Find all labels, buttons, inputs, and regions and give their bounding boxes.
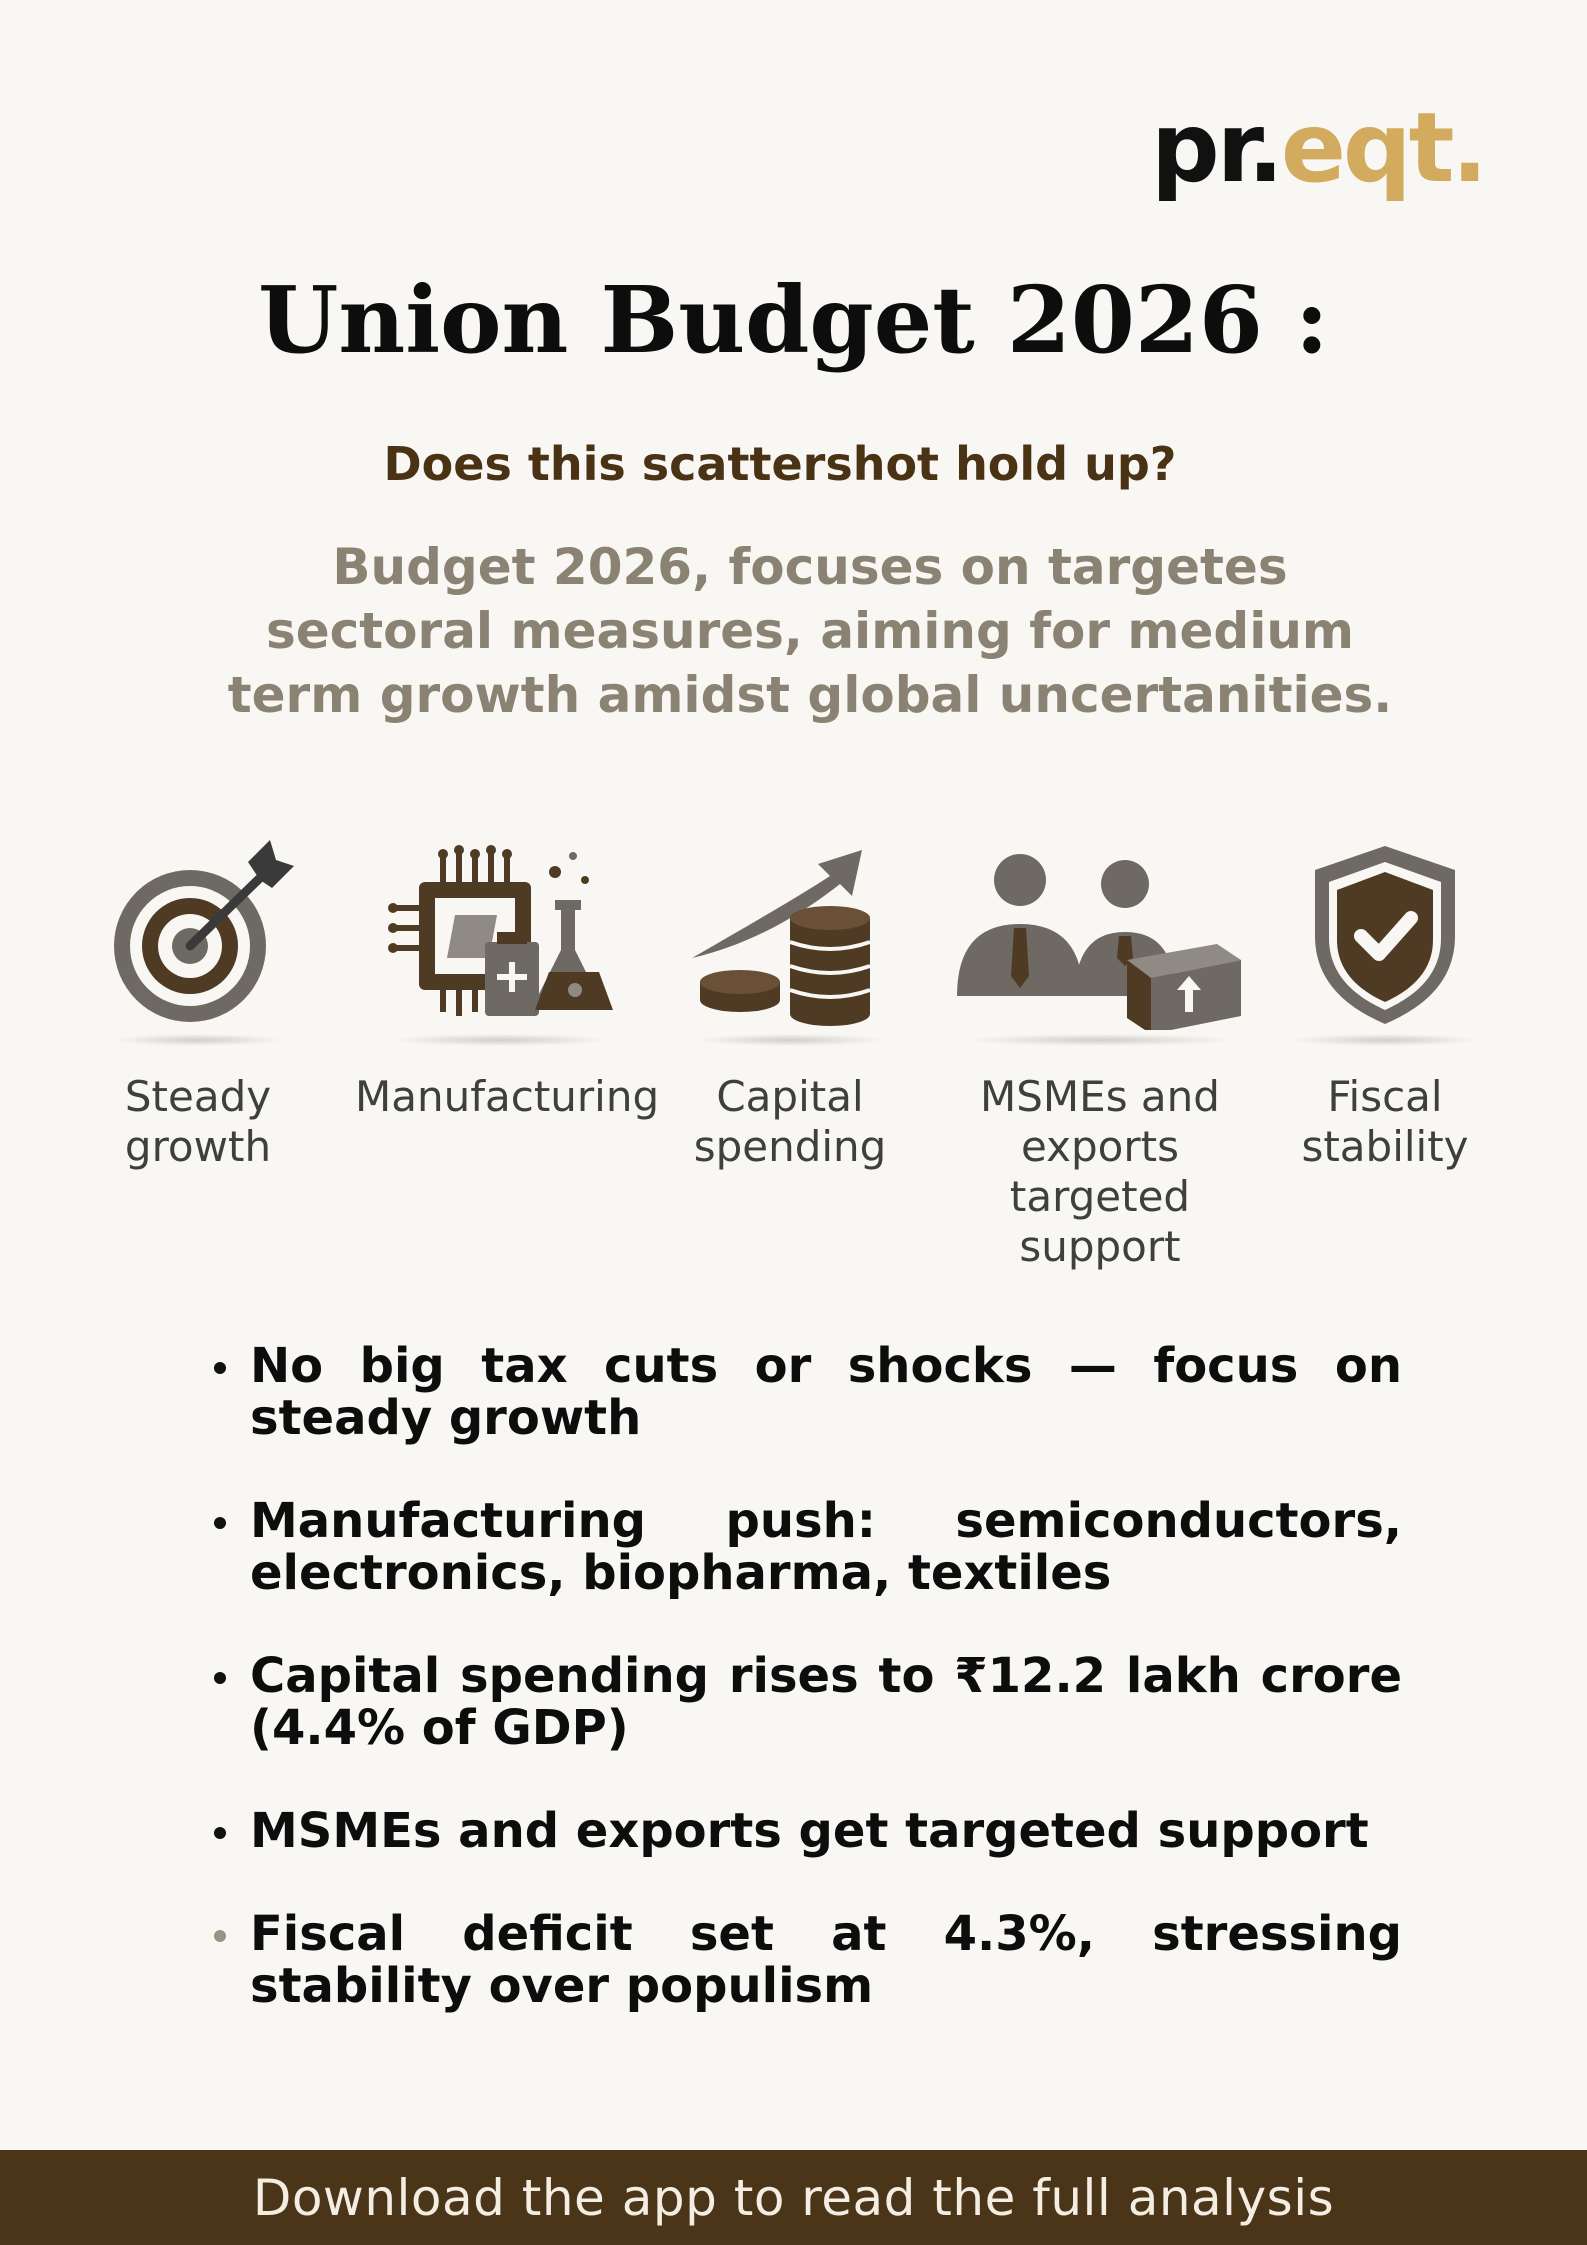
list-item: Capital spending rises to ₹12.2 lakh crore (4.4% of GDP) bbox=[210, 1650, 1402, 1754]
theme-fiscal-stability bbox=[1290, 840, 1480, 1172]
bullet-dot bbox=[214, 1362, 226, 1374]
list-item: Fiscal deficit set at 4.3%, stressing stability over populism bbox=[210, 1908, 1402, 2012]
intro-text: Budget 2026, focuses on targetes sectoral measures, aiming for medium term growth amidst global uncertanities. bbox=[227, 538, 1393, 724]
icon-shadow bbox=[695, 1034, 885, 1046]
manufacturing-chip-icon bbox=[385, 840, 615, 1030]
theme-label: Manufacturing bbox=[355, 1072, 660, 1121]
theme-label: Steady growth bbox=[124, 1072, 272, 1171]
theme-label: Fiscal stability bbox=[1301, 1072, 1469, 1171]
list-item: No big tax cuts or shocks — focus on steady growth bbox=[210, 1340, 1402, 1444]
logo-suffix: eqt. bbox=[1280, 92, 1485, 204]
bullet-dot bbox=[214, 1930, 226, 1942]
page-subtitle: Does this scattershot hold up? bbox=[383, 437, 1177, 491]
download-app-cta[interactable]: Download the app to read the full analysis bbox=[252, 2168, 1335, 2227]
icon-shadow bbox=[113, 1034, 283, 1046]
capital-coins-icon bbox=[690, 840, 890, 1030]
brand-logo bbox=[1150, 92, 1485, 204]
icon-shadow bbox=[390, 1034, 610, 1046]
icon-shadow bbox=[965, 1034, 1235, 1046]
bullet-dot bbox=[214, 1672, 226, 1684]
theme-msmes-exports bbox=[930, 840, 1270, 1272]
list-item: Manufacturing push: semiconductors, electronics, biopharma, textiles bbox=[210, 1495, 1402, 1599]
icon-shadow bbox=[1290, 1034, 1480, 1046]
themes-row bbox=[0, 840, 1587, 1270]
logo-prefix: pr. bbox=[1150, 92, 1281, 204]
page-title: Union Budget 2026 : bbox=[258, 266, 1329, 374]
theme-manufacturing bbox=[355, 840, 660, 1122]
theme-label: MSMEs and exports targeted support bbox=[980, 1072, 1220, 1271]
list-item: MSMEs and exports get targeted support bbox=[210, 1805, 1402, 1857]
bullet-dot bbox=[214, 1827, 226, 1839]
theme-capital-spending bbox=[690, 840, 890, 1172]
shield-check-icon bbox=[1305, 840, 1465, 1030]
theme-steady-growth bbox=[98, 840, 298, 1172]
bullet-dot bbox=[214, 1517, 226, 1529]
download-app-banner[interactable] bbox=[0, 2150, 1587, 2245]
target-icon bbox=[98, 840, 298, 1030]
msme-export-icon bbox=[955, 840, 1245, 1030]
key-points-list bbox=[210, 1340, 1402, 2063]
theme-label: Capital spending bbox=[693, 1072, 887, 1171]
